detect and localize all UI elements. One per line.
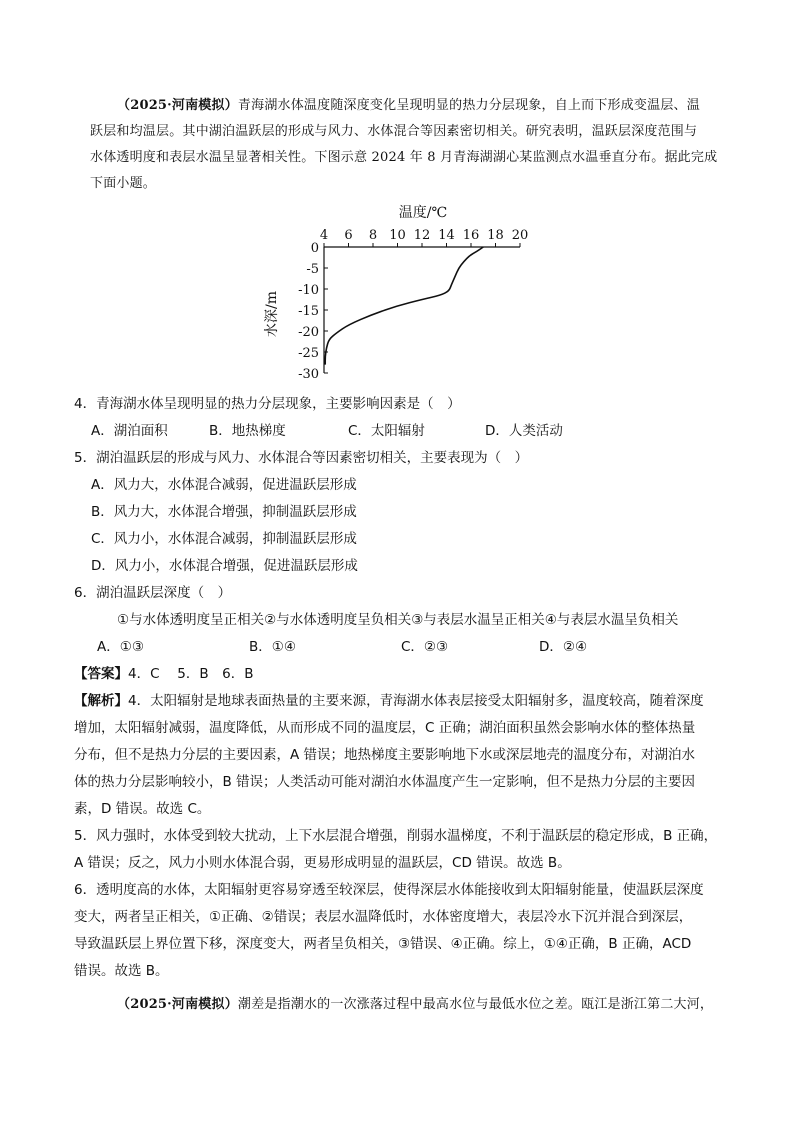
next-paragraph-source: （2025·河南模拟）	[117, 997, 238, 1012]
x-tick-label: 12	[413, 228, 431, 243]
intro-line-2: 跃层和均温层。其中湖泊温跃层的形成与风力、水体混合等因素密切相关。研究表明，温跃层深度范围与	[90, 124, 698, 139]
question-4-stem: 4．青海湖水体呈现明显的热力分层现象，主要影响因素是（ ）	[74, 396, 461, 412]
q4-option-b[interactable]: B．地热梯度	[209, 423, 286, 439]
q5-option-b[interactable]: B．风力大，水体混合增强，抑制温跃层形成	[91, 504, 357, 520]
analysis-line-6: 5．风力强时，水体受到较大扰动，上下水层混合增强，削弱水温梯度，不利于温跃层的稳定形成，B 正确，	[74, 828, 718, 844]
q5-option-a[interactable]: A．风力大，水体混合减弱，促进温跃层形成	[91, 477, 357, 493]
q5-option-d[interactable]: D．风力小，水体混合增强，促进温跃层形成	[91, 558, 358, 574]
y-tick-label: -5	[306, 262, 319, 277]
analysis-label: 【解析】	[74, 693, 128, 709]
x-tick-label: 18	[487, 228, 504, 243]
question-6-stem: 6．湖泊温跃层深度（ ）	[74, 585, 232, 601]
x-tick-label: 14	[438, 228, 455, 243]
y-tick-label: 0	[310, 241, 319, 256]
q5-option-c[interactable]: C．风力小，水体混合减弱，抑制温跃层形成	[91, 531, 357, 547]
q4-option-c[interactable]: C．太阳辐射	[348, 423, 425, 439]
analysis-line-5: 素，D 错误。故选 C。	[74, 801, 211, 817]
q6-option-a[interactable]: A．①③	[97, 639, 144, 655]
intro-source: （2025·河南模拟）	[117, 98, 238, 113]
analysis-line-9: 变大，两者呈正相关，①正确、②错误；表层水温降低时，水体密度增大，表层冷水下沉并混合到深层，	[74, 909, 693, 925]
q4-option-d[interactable]: D．人类活动	[485, 423, 563, 439]
x-tick-label: 10	[389, 228, 406, 243]
next-paragraph-line	[117, 996, 713, 1014]
answer-label: 【答案】	[74, 666, 128, 682]
analysis-text-1: 4．太阳辐射是地球表面热量的主要来源，青海湖水体表层接受太阳辐射多，温度较高，随着深度	[128, 693, 704, 709]
x-tick-label: 4	[319, 228, 329, 243]
analysis-line-1	[74, 692, 704, 710]
next-paragraph-text: 潮差是指潮水的一次涨落过程中最高水位与最低水位之差。瓯江是浙江第二大河，	[237, 997, 714, 1012]
intro-line-3: 水体透明度和表层水温呈显著相关性。下图示意 2024 年 8 月青海湖湖心某监测点水温垂直分布。据此完成	[90, 150, 718, 165]
x-axis-ticks	[320, 228, 528, 247]
temperature-depth-line	[325, 247, 483, 365]
question-6-statements: ①与水体透明度呈正相关②与水体透明度呈负相关③与表层水温呈正相关④与表层水温呈负相关	[117, 612, 679, 628]
y-tick-label: -15	[298, 304, 319, 319]
x-tick-label: 6	[344, 228, 353, 243]
answer-line	[74, 665, 254, 683]
q6-option-c[interactable]: C．②③	[401, 639, 449, 655]
y-tick-label: -20	[298, 325, 319, 340]
x-tick-label: 16	[462, 228, 480, 243]
x-tick-label: 8	[368, 228, 378, 243]
q6-option-d[interactable]: D．②④	[539, 639, 588, 655]
y-axis-label: 水深/m	[264, 291, 280, 337]
intro-line-4: 下面小题。	[90, 176, 157, 191]
y-tick-label: -10	[298, 283, 319, 298]
q4-option-a[interactable]: A．湖泊面积	[91, 423, 168, 439]
y-tick-label: -30	[298, 367, 319, 382]
chart-title: 温度/℃	[398, 205, 448, 221]
analysis-line-2: 增加，太阳辐射减弱，温度降低，从而形成不同的温度层，C 正确；湖泊面积虽然会影响水体的整体热量	[74, 720, 696, 736]
analysis-line-8: 6．透明度高的水体，太阳辐射更容易穿透至较深层，使得深层水体能接收到太阳辐射能量，使温跃层深度	[74, 882, 704, 898]
analysis-line-10: 导致温跃层上界位置下移，深度变大，两者呈负相关，③错误、④正确。综上，①④正确，B 正确，ACD	[74, 936, 692, 952]
x-tick-label: 20	[511, 228, 528, 243]
water-temperature-chart	[258, 200, 528, 390]
analysis-line-11: 错误。故选 B。	[74, 963, 169, 979]
intro-line-1	[117, 97, 700, 115]
q6-option-b[interactable]: B．①④	[249, 639, 296, 655]
intro-text-1: 青海湖水体温度随深度变化呈现明显的热力分层现象，自上而下形成变温层、温	[237, 98, 700, 113]
chart-svg	[258, 200, 528, 390]
question-4-options	[91, 422, 563, 440]
question-6-options	[97, 638, 587, 656]
analysis-line-4: 体的热力分层影响较小，B 错误；人类活动可能对湖泊水体温度产生一定影响，但不是热力分层的主要因	[74, 774, 696, 790]
answer-text: 4．C 5．B 6．B	[128, 666, 254, 682]
question-5-stem: 5．湖泊温跃层的形成与风力、水体混合等因素密切相关，主要表现为（ ）	[74, 450, 529, 466]
analysis-line-3: 分布，但不是热力分层的主要因素，A 错误；地热梯度主要影响地下水或深层地壳的温度分布，对湖泊水	[74, 747, 696, 763]
analysis-line-7: A 错误；反之，风力小则水体混合弱，更易形成明显的温跃层，CD 错误。故选 B。	[74, 855, 571, 871]
y-tick-label: -25	[298, 346, 319, 361]
